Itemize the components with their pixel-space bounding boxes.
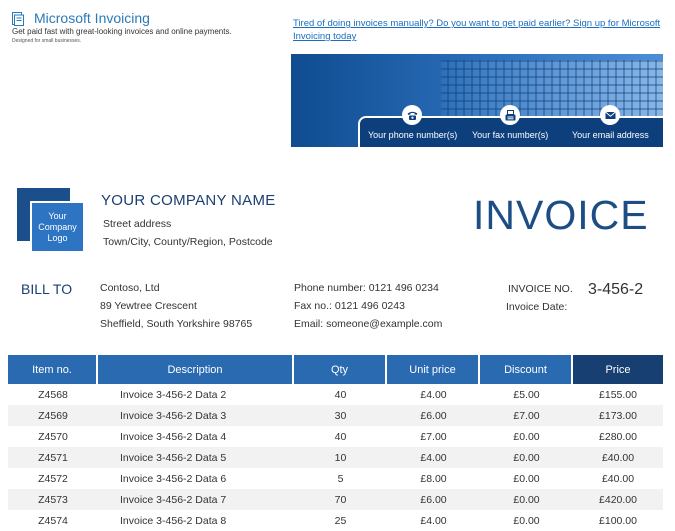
cell-price: £155.00 [599,388,637,401]
cell-description: Invoice 3-456-2 Data 6 [120,472,227,485]
header-item-no: Item no. [8,355,98,384]
company-street: Street address [103,218,172,230]
cell-discount: £0.00 [513,514,540,527]
cell-item-no: Z4572 [38,472,68,485]
invoice-date-label: Invoice Date: [506,301,568,313]
client-email: Email: someone@example.com [294,318,443,330]
cell-discount: £5.00 [513,388,540,401]
cell-price: £40.00 [573,447,663,468]
client-name: Contoso, Ltd [100,282,160,294]
promo-tagline: Get paid fast with great-looking invoices and online payments. [12,27,232,36]
table-row [8,405,663,426]
cell-description: Invoice 3-456-2 Data 2 [120,388,227,401]
cell-description: Invoice 3-456-2 Data 5 [98,447,294,468]
table-header-row [8,355,663,384]
cell-discount: £0.00 [480,447,573,468]
cell-qty: 5 [337,472,344,485]
cell-price: £280.00 [599,430,637,443]
cell-discount: £7.00 [480,405,573,426]
cell-unit-price: £4.00 [420,514,447,527]
cell-discount: £0.00 [513,472,540,485]
invoice-items-table [8,355,663,531]
cell-item-no: Z4570 [38,430,68,443]
cell-qty: 30 [294,405,387,426]
invoice-title: INVOICE [473,192,649,238]
bill-to-heading: BILL TO [21,281,73,297]
cell-qty: 10 [294,447,387,468]
fax-label: Your fax number(s) [472,130,549,140]
cell-qty: 70 [294,489,387,510]
client-fax: Fax no.: 0121 496 0243 [294,300,405,312]
cell-price: £40.00 [601,472,635,485]
company-logo [30,201,85,253]
cell-description: Invoice 3-456-2 Data 3 [98,405,294,426]
cell-unit-price: £6.00 [387,489,480,510]
cell-description: Invoice 3-456-2 Data 7 [98,489,294,510]
signup-promo-link[interactable]: Tired of doing invoices manually? Do you want to get paid earlier? Sign up for Microsoft Invoicing today [293,18,661,42]
client-street: 89 Yewtree Crescent [100,300,197,312]
cell-discount: £0.00 [480,489,573,510]
cell-qty: 40 [334,388,347,401]
contact-banner [291,54,663,147]
cell-unit-price: £4.00 [420,388,447,401]
header-price: Price [573,355,663,384]
invoice-no-value: 3-456-2 [588,281,644,298]
cell-unit-price: £7.00 [420,430,447,443]
cell-unit-price: £6.00 [387,405,480,426]
company-logo-text: Your Company Logo [38,210,77,243]
cell-price: £420.00 [573,489,663,510]
cell-item-no: Z4573 [8,489,98,510]
phone-label: Your phone number(s) [368,130,458,140]
cell-description: Invoice 3-456-2 Data 8 [120,514,227,527]
table-row [8,489,663,510]
cell-description: Invoice 3-456-2 Data 4 [120,430,227,443]
table-row [8,468,663,489]
promo-subline: Designed for small businesses. [12,38,82,44]
cell-item-no: Z4568 [38,388,68,401]
header-discount: Discount [480,355,573,384]
promo-brand-name: Microsoft Invoicing [34,10,150,26]
client-phone: Phone number: 0121 496 0234 [294,282,439,294]
email-label: Your email address [572,130,649,140]
header-qty: Qty [294,355,387,384]
cell-qty: 25 [334,514,347,527]
cell-item-no: Z4574 [38,514,68,527]
cell-unit-price: £8.00 [420,472,447,485]
invoice-document-icon [12,12,24,26]
envelope-icon [600,105,620,125]
table-row [8,510,663,531]
table-row [8,384,663,405]
invoice-no-label: INVOICE NO. [508,283,573,295]
client-city: Sheffield, South Yorkshire 98765 [100,318,253,330]
fax-icon [500,105,520,125]
cell-unit-price: £4.00 [387,447,480,468]
cell-price: £100.00 [599,514,637,527]
table-row [8,447,663,468]
header-unit-price: Unit price [387,355,480,384]
company-city-line: Town/City, County/Region, Postcode [103,236,273,248]
header-description: Description [98,355,294,384]
cell-qty: 40 [334,430,347,443]
banner-pattern [441,60,663,122]
telephone-icon [402,105,422,125]
cell-item-no: Z4571 [8,447,98,468]
cell-discount: £0.00 [513,430,540,443]
company-name: YOUR COMPANY NAME [101,192,276,209]
table-row [8,426,663,447]
cell-item-no: Z4569 [8,405,98,426]
cell-price: £173.00 [573,405,663,426]
